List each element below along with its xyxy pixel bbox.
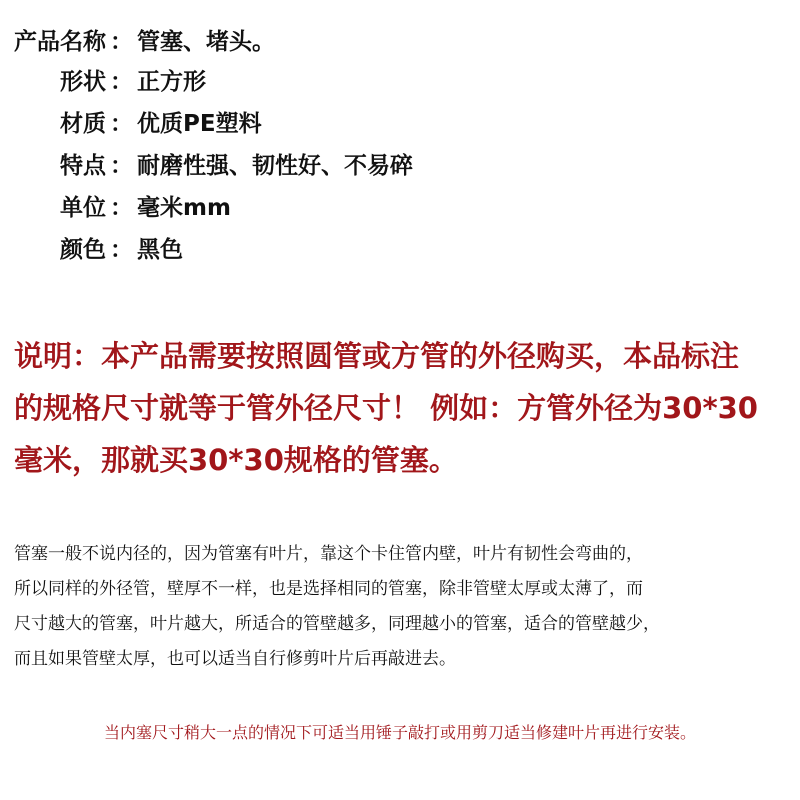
installation-tip: 当内塞尺寸稍大一点的情况下可适当用锤子敲打或用剪刀适当修建叶片再进行安装。 <box>103 723 696 742</box>
spec-label: 颜色 <box>60 237 106 263</box>
spec-separator: ： <box>110 237 133 263</box>
spec-row-shape <box>60 64 206 100</box>
spec-value: 正方形 <box>137 69 206 95</box>
explanation-line: 而且如果管壁太厚，也可以适当自行修剪叶片后再敲进去。 <box>14 649 456 669</box>
spec-row-material <box>60 106 262 142</box>
spec-value: 管塞、堵头。 <box>137 29 275 55</box>
spec-label: 特点 <box>60 153 106 179</box>
spec-separator: ： <box>110 69 133 95</box>
spec-value: 黑色 <box>137 237 183 263</box>
spec-separator: ： <box>110 29 133 55</box>
spec-row-color <box>60 232 183 268</box>
spec-value: 毫米mm <box>137 195 231 221</box>
spec-label: 单位 <box>60 195 106 221</box>
spec-separator: ： <box>110 111 133 137</box>
spec-row-name <box>14 24 275 60</box>
notice-line: 的规格尺寸就等于管外径尺寸！ 例如：方管外径为30*30 <box>14 391 758 425</box>
spec-label: 材质 <box>60 111 106 137</box>
spec-row-features <box>60 148 413 184</box>
purchase-notice <box>14 330 800 486</box>
explanation-line: 所以同样的外径管，壁厚不一样，也是选择相同的管塞，除非管壁太厚或太薄了，而 <box>14 579 643 599</box>
spec-label: 产品名称 <box>14 29 106 55</box>
spec-label: 形状 <box>60 69 106 95</box>
explanation-paragraph <box>14 537 794 677</box>
spec-separator: ： <box>110 153 133 179</box>
spec-separator: ： <box>110 195 133 221</box>
notice-line: 说明：本产品需要按照圆管或方管的外径购买，本品标注 <box>14 339 740 373</box>
spec-row-unit <box>60 190 231 226</box>
spec-value: 耐磨性强、韧性好、不易碎 <box>137 153 413 179</box>
explanation-line: 尺寸越大的管塞，叶片越大，所适合的管壁越多，同理越小的管塞，适合的管壁越少， <box>14 614 660 634</box>
explanation-line: 管塞一般不说内径的，因为管塞有叶片，靠这个卡住管内壁，叶片有韧性会弯曲的， <box>14 544 643 564</box>
spec-value: 优质PE塑料 <box>137 111 262 137</box>
notice-line: 毫米，那就买30*30规格的管塞。 <box>14 443 458 477</box>
